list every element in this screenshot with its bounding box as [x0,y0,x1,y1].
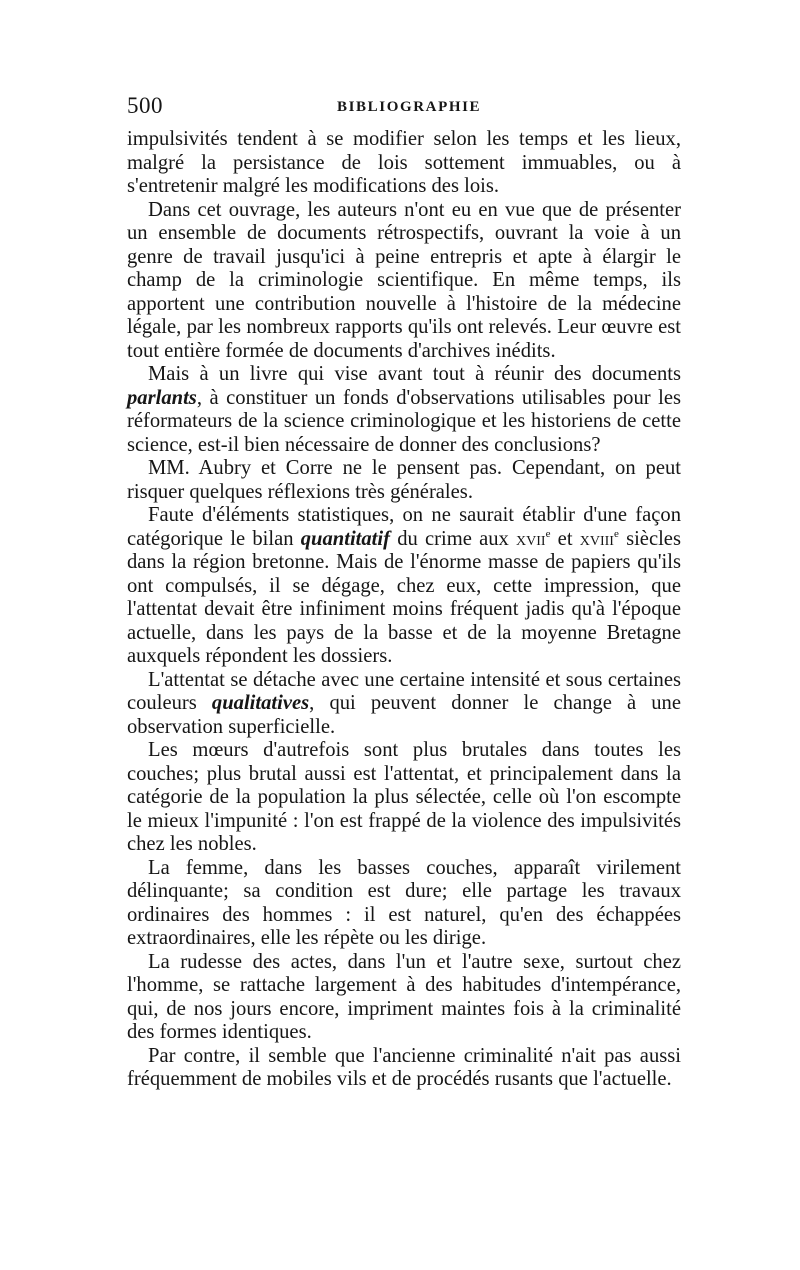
text-run: Par contre, il semble que l'ancienne criminalité n'ait pas aussi fréquemment de mobiles vils et de procédés rusants que l'actuelle. [127,1044,681,1090]
text-run: impulsivités tendent à se modifier selon les temps et les lieux, malgré la persistance de lois sottement immuables, ou à s'entretenir malgré les modifications des lois. [127,128,681,197]
italic-term: parlants [127,386,197,409]
text-run: MM. Aubry et Corre ne le pensent pas. Cependant, on peut risquer quelques réflexions très générales. [127,457,681,503]
text-run: La femme, dans les basses couches, apparaît virilement délinquante; sa condition est dure; elle partage les travaux ordinaires des hommes : il est naturel, qu'en des échappées extraordinaires, elle les répète ou les dirige. [127,856,681,949]
text-run: , qui peuvent donner le change à une observation superficielle. [127,692,681,738]
text-run: Mais à un livre qui vise avant tout à réunir des documents [148,363,681,385]
running-head: BIBLIOGRAPHIE [337,99,482,115]
text-run: du crime aux [389,527,517,550]
century-numeral: xviii [579,527,614,550]
text-run: L'attentat se détache avec une certaine intensité et sous certaines couleurs [127,668,681,714]
page-header [127,92,682,122]
text-run: La rudesse des actes, dans l'un et l'autre sexe, surtout chez l'homme, se rattache largement à des habitudes d'intempérance, qui, de nos jours encore, impriment maintes fois à la criminalité des formes identiques. [127,950,681,1043]
paragraph [127,457,681,504]
paragraph [127,857,681,951]
paragraph [127,199,681,364]
text-run: Faute d'éléments statistiques, on ne saurait établir d'une façon catégorique le bilan [127,504,681,550]
body-text [127,128,681,1092]
text-run: , à constituer un fonds d'observations utilisables pour les réformateurs de la science criminologique et les historiens de cette science, est-il bien nécessaire de donner des conclusions? [127,386,681,456]
italic-term: quantitatif [300,527,390,550]
ordinal-superscript: e [545,527,551,540]
paragraph [127,128,681,199]
text-run: Dans cet ouvrage, les auteurs n'ont eu en vue que de présenter un ensemble de documents rétrospectifs, ouvrant la voie à un genre de travail jusqu'ici à peine entrepris et apte à élargir le champ de la criminologie scientifique. En même temps, ils apportent une contribution nouvelle à l'histoire de la médecine légale, par les nombreux rapports qu'ils ont relevés. Leur œuvre est tout entière formée de documents d'archives inédits. [127,198,681,362]
century-numeral: xvii [516,527,546,550]
paragraph [127,363,681,457]
paragraph [127,951,681,1045]
italic-term: qualitatives [211,692,310,714]
paragraph [127,1045,681,1092]
ordinal-superscript: e [613,527,619,540]
page-number: 500 [127,93,163,118]
paragraph [127,504,681,669]
paragraph [127,739,681,857]
text-run: et [550,527,580,550]
text-run: siècles dans la région bretonne. Mais de l'énorme masse de papiers qu'ils ont compulsés, il se dégage, chez eux, cette impression, que l'attentat devait être infiniment moins fréquent jadis qu'à l'époque actuelle, dans les pays de la basse et de la moyenne Bretagne auxquels répondent les dossiers. [127,527,681,667]
text-run: Les mœurs d'autrefois sont plus brutales dans toutes les couches; plus brutal aussi est l'attentat, et principalement dans la catégorie de la population la plus sélectée, celle où l'on escompte le mieux l'impunité : l'on est frappé de la violence des impulsivités chez les nobles. [127,739,681,855]
paragraph [127,669,681,740]
